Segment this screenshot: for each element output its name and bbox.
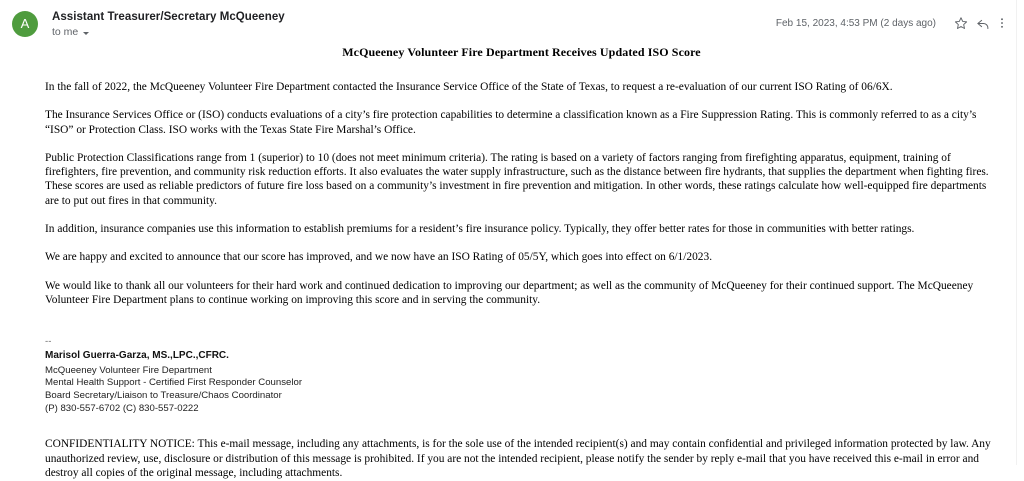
chevron-down-icon[interactable] [83,32,89,35]
more-options-icon[interactable] [994,12,1010,34]
email-signature [45,337,998,415]
email-body [0,45,1024,481]
message-title: McQueeney Volunteer Fire Department Receives Updated ISO Score [342,45,701,59]
avatar: A [12,11,38,37]
message-timestamp: Feb 15, 2023, 4:53 PM (2 days ago) [775,17,936,29]
signature-separator: -- [45,336,52,348]
recipient-label: to me [52,26,79,38]
confidentiality-notice: CONFIDENTIALITY NOTICE: This e-mail message, including any attachments, is for the sole use of the intended recipient(s) and may contain confidential and privileged information protected by law. Any unauthorized review, use, disclosure or distribution of this message is prohibited. If you are not the intended recipient, please notify the sender by reply e-mail that you have received this e-mail in error and destroy all copies of the original message, including attachments. [45,438,991,480]
signature-organization: McQueeney Volunteer Fire Department [45,364,212,376]
header-actions [776,12,1010,34]
star-icon[interactable] [950,12,972,34]
signature-title: Board Secretary/Liaison to Treasure/Chaos Coordinator [45,390,282,402]
message-paragraph: In addition, insurance companies use this information to establish premiums for a resident’s fire insurance policy. Typically, they offer better rates for those in communities with better ratings. [45,223,915,236]
reply-arrow-icon[interactable] [972,12,994,34]
signature-role: Mental Health Support - Certified First Responder Counselor [45,377,303,389]
message-paragraph: We would like to thank all our volunteers for their hard work and continued dedication to improving our department; as well as the community of McQueeney for their continued support. The McQueeney Volunteer Fire Department plans to continue working on improving this score and in serving the community. [45,279,974,306]
recipient-line[interactable] [52,26,776,39]
sender-name[interactable]: Assistant Treasurer/Secretary McQueeney [52,11,285,23]
signature-phone: (P) 830-557-6702 (C) 830-557-0222 [45,402,199,414]
message-paragraph: Public Protection Classifications range from 1 (superior) to 10 (does not meet minimum criteria). The rating is based on a variety of factors ranging from firefighting apparatus, equipment, training of firefighters, fire prevention, and community risk reduction efforts. It also evaluates the water supply infrastructure, such as the distance between fire hydrants, that supplies the department when fighting fires. These scores are used as reliable predictors of future fire loss based on a community’s investment in fire prevention and mitigation. In other words, these ratings calculate how well-equipped fire departments are to put out fires in that community. [45,151,989,207]
sender-block [52,10,776,39]
message-paragraph: We are happy and excited to announce that our score has improved, and we now have an ISO Rating of 05/5Y, which goes into effect on 6/1/2023. [45,251,713,264]
scroll-edge [1016,0,1024,465]
message-paragraph: The Insurance Services Office or (ISO) conducts evaluations of a city’s fire protection capabilities to determine a classification known as a Fire Suppression Rating. This is commonly referred to as a city’s “ISO” or Protection Class. ISO works with the Texas State Fire Marshal’s Office. [45,109,977,136]
signature-name: Marisol Guerra-Garza, MS.,LPC.,CFRC. [45,350,229,362]
email-header [0,0,1024,40]
message-paragraph: In the fall of 2022, the McQueeney Volunteer Fire Department contacted the Insurance Service Office of the State of Texas, to request a re-evaluation of our current ISO Rating of 06/6X. [45,81,893,93]
